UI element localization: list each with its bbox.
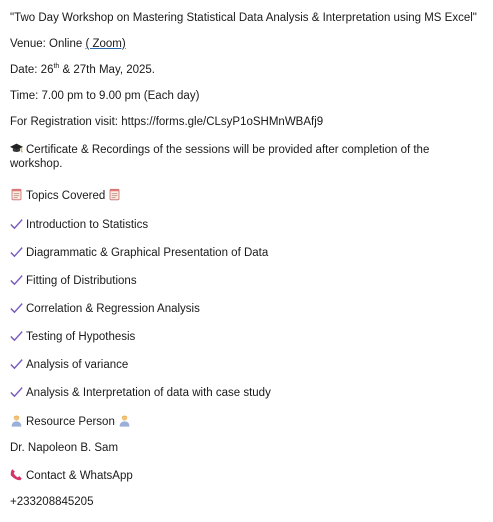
topic-item [10,217,148,232]
venue-platform: ( Zoom) [85,38,126,50]
heavy-check-mark-icon [10,217,23,230]
topic-label: Analysis of variance [26,359,129,371]
memo-icon [108,188,121,201]
heavy-check-mark-icon [10,385,23,398]
date-superscript: th [53,63,60,71]
topic-item [10,301,200,316]
teacher-person-icon [118,414,131,427]
certificate-line [10,142,480,171]
resource-heading: Resource Person [26,416,115,428]
telephone-receiver-icon [10,468,23,481]
heavy-check-mark-icon [10,357,23,370]
contact-heading-line [10,468,133,483]
heavy-check-mark-icon [10,301,23,314]
workshop-title: "Two Day Workshop on Mastering Statistical Data Analysis & Interpretation using MS Excel" [10,12,477,24]
contact-heading: Contact & WhatsApp [26,470,133,482]
venue-line [10,37,126,51]
date-line [10,63,155,77]
topic-label: Analysis & Interpretation of data with case study [26,387,271,399]
topic-item [10,357,128,372]
graduation-cap-icon [10,142,23,155]
teacher-person-icon [10,414,23,427]
registration-line: For Registration visit: https://forms.gle/CLsyP1oSHMnWBAfj9 [10,116,324,128]
topic-label: Introduction to Statistics [26,219,149,231]
phone-number: +233208845205 [10,496,94,508]
topic-item [10,329,135,344]
memo-icon [10,188,23,201]
heavy-check-mark-icon [10,329,23,342]
topics-heading-line [10,188,121,203]
venue-label: Venue: Online [10,38,86,50]
topic-item [10,385,271,400]
topic-item [10,273,137,288]
resource-heading-line [10,414,131,429]
topic-item [10,245,268,260]
topics-heading: Topics Covered [26,190,106,202]
heavy-check-mark-icon [10,273,23,286]
time-line: Time: 7.00 pm to 9.00 pm (Each day) [10,90,200,102]
date-prefix: Date: 26 [10,64,54,76]
topic-label: Fitting of Distributions [26,275,137,287]
heavy-check-mark-icon [10,245,23,258]
date-rest: & 27th May, 2025. [59,64,156,76]
topic-label: Diagrammatic & Graphical Presentation of Data [26,247,269,259]
topic-label: Correlation & Regression Analysis [26,303,200,315]
resource-name: Dr. Napoleon B. Sam [10,442,119,454]
topic-label: Testing of Hypothesis [26,331,136,343]
certificate-text: Certificate & Recordings of the sessions will be provided after completion of the workshop. [10,144,430,170]
